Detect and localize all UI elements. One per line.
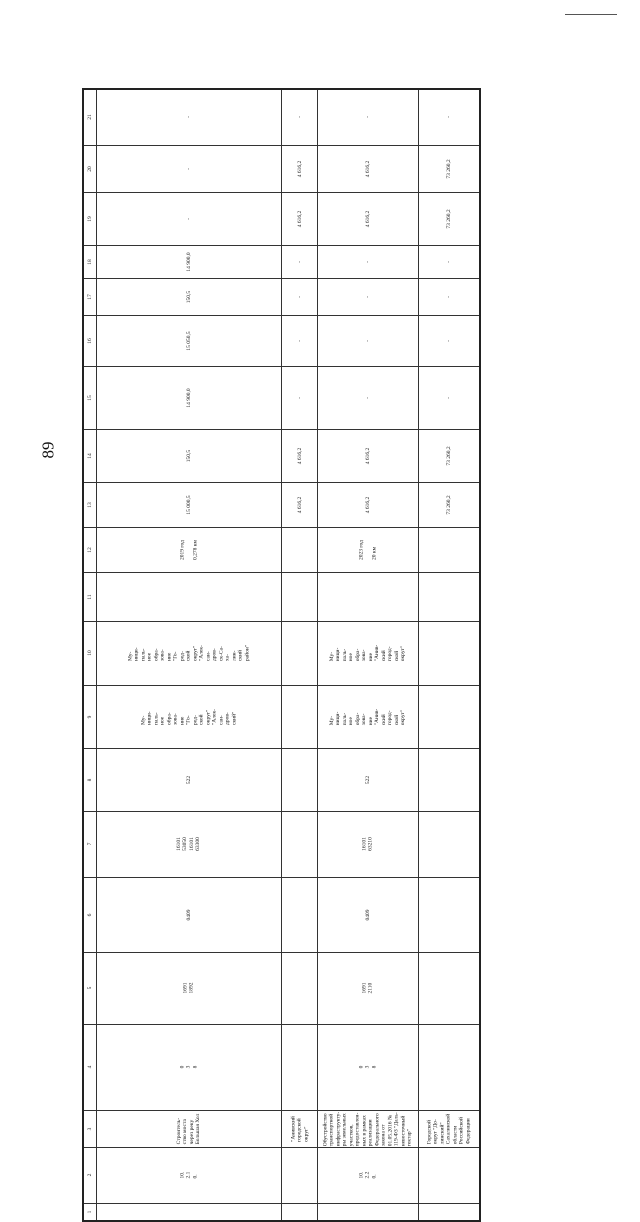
table-cell [282,1203,318,1221]
cell-text: - [445,339,452,342]
cell-text: - [364,339,371,342]
cell-text: Обустройство транспортной инфраструкту- ры земельных участков, предоставлен- ных в рамках реализации Федерального закона от 01.05.2016 № 119-ФЗ "Даль- невосточный гектар" [322,1111,413,1146]
table-cell [318,877,419,952]
table-cell [282,482,318,527]
column-number: 10 [86,650,93,656]
cell-text: Городской округ "До- линский" Сахалинской области Российской Федерации [426,1113,472,1144]
column-number: 13 [86,501,93,508]
column-number-cell [83,748,97,811]
table-cell [318,482,419,527]
table-cell [282,572,318,621]
cell-text: 4 616,2 [364,160,371,177]
column-number: 3 [86,1127,93,1130]
table-cell [282,89,318,145]
column-number-cell [83,952,97,1024]
cell-text: 15 050,5 [185,330,192,351]
table-cell [282,527,318,572]
table-cell [318,811,419,877]
table-cell [97,429,282,482]
cell-text: 14 900,0 [185,387,192,408]
table-cell [97,952,282,1024]
cell-text: "Анивский городской округ" [289,1115,309,1142]
table-cell [419,811,481,877]
column-number: 8 [86,778,93,781]
cell-text: - [296,260,303,263]
column-number-cell [83,145,97,192]
table-cell [97,145,282,192]
cell-text: 1691 1892 [182,982,195,994]
table-cell [318,145,419,192]
table-cell [419,278,481,315]
column-number: 7 [86,842,93,846]
column-number-cell [83,315,97,366]
cell-text: Му- ници- паль- ное обра- зова- ние "Анив- ский город- ской округ" [329,708,407,725]
cell-text: 4 616,2 [296,447,303,464]
table-cell [318,366,419,429]
cell-text: 10. 2.1 0. [179,1171,199,1179]
top-right-rule [565,14,617,15]
table-cell [97,366,282,429]
table-cell [282,877,318,952]
table-cell [419,89,481,145]
table-cell [419,482,481,527]
column-number: 16 [86,337,93,344]
cell-text: - [296,116,303,119]
cell-text: - [185,167,192,170]
cell-text: 1691 2110 [361,982,374,994]
column-number: 18 [86,258,93,265]
table-cell [419,877,481,952]
column-number: 15 [86,394,93,401]
column-number: 21 [86,114,93,120]
table-cell [419,1203,481,1221]
column-number-cell [83,1203,97,1221]
table-cell [97,1024,282,1110]
column-number-cell [83,89,97,145]
cell-text: 4 616,2 [364,447,371,464]
table-cell [97,1110,282,1147]
cell-text: - [445,295,452,298]
budget-table [82,88,481,1222]
table-cell [97,811,282,877]
table-cell [97,621,282,685]
table-cell [318,1024,419,1110]
cell-text: 15 000,5 [185,494,192,515]
column-number: 14 [86,452,93,459]
cell-text: 4 616,2 [296,160,303,177]
cell-text: 73 260,2 [445,158,452,179]
table-cell [419,1024,481,1110]
table-cell [318,192,419,245]
cell-text: 73 260,2 [445,445,452,466]
cell-text: 73 260,2 [445,494,452,515]
column-number: 6 [86,913,93,916]
cell-text: 0409 [364,909,371,920]
cell-text: 2019 год 0,278 км [179,539,199,560]
cell-text: Строитель- ство моста через реку Большая Хол [176,1113,202,1144]
table-cell [318,748,419,811]
table-cell [97,1147,282,1203]
cell-text: 16101 63210 [361,837,374,851]
cell-text: 14 900,0 [185,251,192,272]
table-cell [419,1110,481,1147]
column-number: 11 [86,593,93,600]
column-number-cell [83,621,97,685]
cell-text: - [185,116,192,119]
cell-text: 150,5 [185,290,192,303]
cell-text: Му- ници- паль- ное обра- зова- ние "Го- род- ской округ" "Алек- сан- дров- ский" [140,708,238,725]
column-number-cell [83,1110,97,1147]
table-cell [419,429,481,482]
table-cell [318,572,419,621]
table-cell [419,952,481,1024]
table-cell [97,278,282,315]
table-cell [97,877,282,952]
table-cell [419,192,481,245]
cell-text: - [445,260,452,263]
column-number-cell [83,1024,97,1110]
table-cell [97,245,282,278]
column-number-cell [83,685,97,748]
cell-text: 0409 [185,909,192,920]
column-number-cell [83,429,97,482]
table-cell [419,366,481,429]
column-number-cell [83,278,97,315]
column-number-cell [83,192,97,245]
table-cell [97,315,282,366]
table-cell [282,145,318,192]
table-cell [282,245,318,278]
table-cell [318,1110,419,1147]
column-number-cell [83,482,97,527]
table-cell [419,527,481,572]
table-cell [282,366,318,429]
table-cell [282,811,318,877]
cell-text: 4 616,2 [364,210,371,227]
column-number: 2 [86,1173,93,1177]
cell-text: - [364,396,371,399]
table-cell [282,1110,318,1147]
cell-text: - [445,116,452,119]
cell-text: 4 616,2 [364,496,371,513]
table-cell [318,1203,419,1221]
table-cell [419,685,481,748]
column-number-cell [83,366,97,429]
table-cell [318,952,419,1024]
table-cell [282,315,318,366]
column-number: 19 [86,215,93,222]
table-cell [282,429,318,482]
table-cell [97,89,282,145]
cell-text: 4 616,2 [296,210,303,227]
table-cell [419,748,481,811]
table-cell [97,748,282,811]
cell-text: 522 [364,775,371,784]
table-cell [97,1203,282,1221]
cell-text: - [445,396,452,399]
table-cell [318,89,419,145]
cell-text: 0 3 8 [358,1065,378,1069]
cell-text: 16101 53050 16101 63300 [176,837,202,851]
table-cell [282,1024,318,1110]
table-cell [419,145,481,192]
cell-text: 0 3 8 [179,1065,199,1069]
table-cell [97,482,282,527]
cell-text: Му- ници- паль- ное обра- зова- ние "Го- род- ской округ" "Алек- сан- дров- ск-Са- ха- лин- ский район" [127,644,251,662]
table-cell [282,748,318,811]
column-number-cell [83,811,97,877]
column-number-cell [83,1147,97,1203]
table-cell [97,192,282,245]
table-cell [419,245,481,278]
cell-text: 2023 год 20 км [358,539,378,560]
column-number: 20 [86,165,93,172]
table-cell [419,1147,481,1203]
column-number: 4 [86,1065,93,1069]
table-cell [282,192,318,245]
column-number: 5 [86,986,93,990]
cell-text: - [296,339,303,342]
table-cell [318,1147,419,1203]
column-number: 17 [86,293,93,300]
column-number-cell [83,877,97,952]
table-cell [282,685,318,748]
column-number-cell [83,245,97,278]
cell-text: 150,5 [185,449,192,462]
table-cell [318,685,419,748]
table-cell [419,315,481,366]
cell-text: 10. 2.2 0. [358,1171,378,1179]
table-cell [97,572,282,621]
cell-text: 73 260,2 [445,208,452,229]
table-cell [97,527,282,572]
cell-text: Му- ници- паль- ное обра- зова- ние "Анив- ский город- ской округ" [329,644,407,662]
table-cell [282,952,318,1024]
table-cell [318,278,419,315]
table-cell [282,1147,318,1203]
table-cell [318,245,419,278]
cell-text: 4 616,2 [296,496,303,513]
table-cell [318,315,419,366]
table-cell [318,527,419,572]
table-cell [318,429,419,482]
table-cell [419,621,481,685]
cell-text: - [185,217,192,220]
column-number-cell [83,572,97,621]
column-number-cell [83,527,97,572]
table-cell [282,621,318,685]
cell-text: 522 [185,775,192,784]
cell-text: - [364,116,371,119]
cell-text: - [364,295,371,298]
cell-text: - [296,396,303,399]
cell-text: - [364,260,371,263]
column-number: 12 [86,546,93,553]
table-cell [318,621,419,685]
cell-text: - [296,295,303,298]
page-number: 89 [38,441,58,459]
table-cell [97,685,282,748]
column-number: 1 [86,1210,93,1214]
table-cell [419,572,481,621]
column-number: 9 [86,715,93,718]
table-cell [282,278,318,315]
